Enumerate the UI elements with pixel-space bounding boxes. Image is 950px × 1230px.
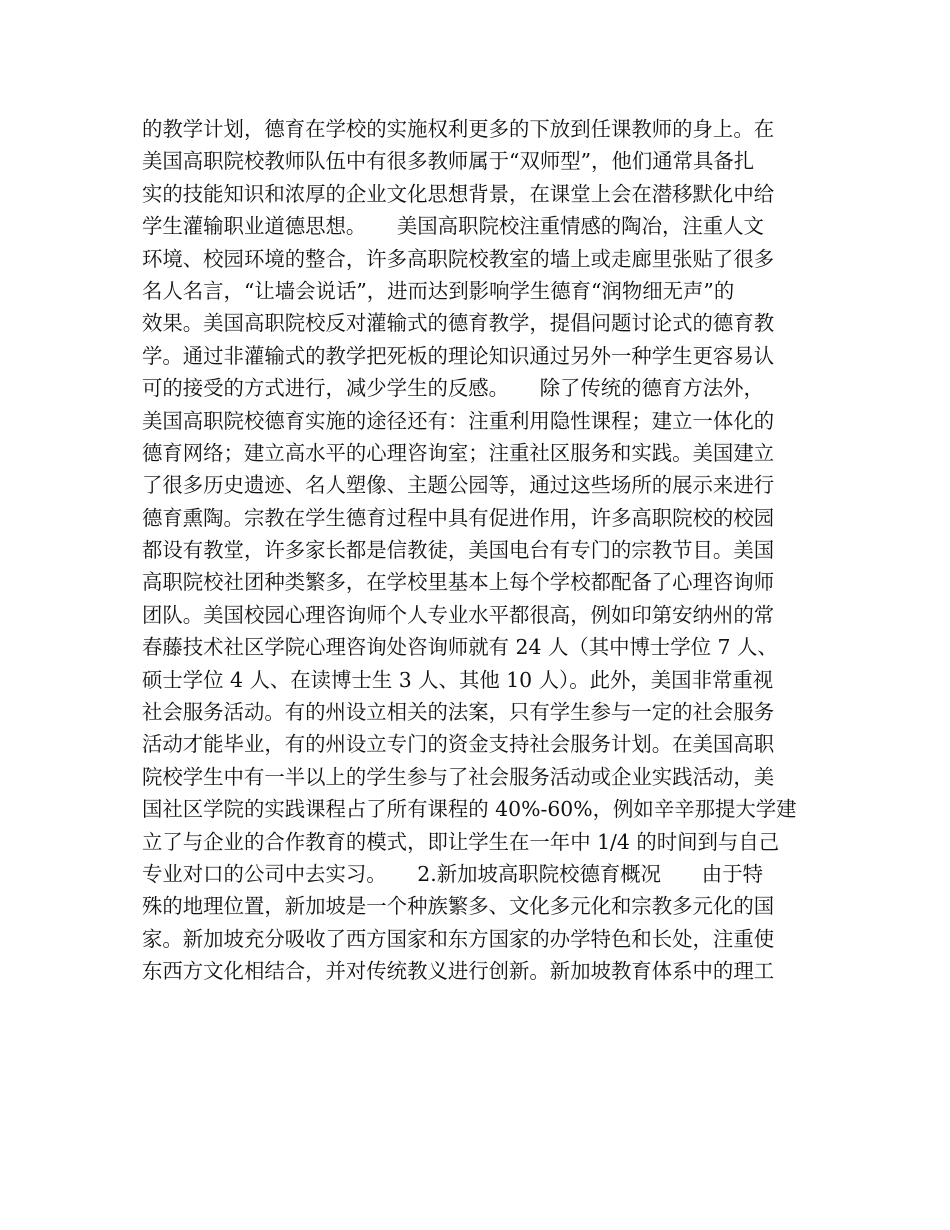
text-line: 春藤技术社区学院心理咨询处咨询师就有 24 人（其中博士学位 7 人、 (142, 635, 778, 660)
text-line: 活动才能毕业，有的州设立专门的资金支持社会服务计划。在美国高职 (142, 732, 775, 757)
text-line: 环境、校园环境的整合，许多高职院校教室的墙上或走廊里张贴了很多 (142, 246, 775, 271)
text-line: 专业对口的公司中去实习。 2.新加坡高职院校德育概况 由于特 (142, 861, 763, 886)
text-line: 硕士学位 4 人、在读博士生 3 人、其他 10 人）。此外，美国非常重视 (142, 667, 774, 692)
text-line: 高职院校社团种类繁多，在学校里基本上每个学校都配备了心理咨询师 (142, 570, 775, 595)
text-line: 东西方文化相结合，并对传统教义进行创新。新加坡教育体系中的理工 (142, 959, 775, 984)
text-line: 都设有教堂，许多家长都是信教徒，美国电台有专门的宗教节目。美国 (142, 538, 775, 563)
text-line: 的教学计划，德育在学校的实施权利更多的下放到任课教师的身上。在 (142, 117, 775, 141)
text-line: 学生灌输职业道德思想。 美国高职院校注重情感的陶冶，注重人文 (142, 214, 764, 239)
text-line: 学。通过非灌输式的教学把死板的理论知识通过另外一种学生更容易认 (142, 343, 775, 368)
text-line: 院校学生中有一半以上的学生参与了社会服务活动或企业实践活动，美 (142, 764, 775, 789)
text-line: 社会服务活动。有的州设立相关的法案，只有学生参与一定的社会服务 (142, 700, 775, 725)
text-line: 名人名言，“让墙会说话”，进而达到影响学生德育“润物细无声”的 (142, 278, 735, 303)
text-line: 效果。美国高职院校反对灌输式的德育教学，提倡问题讨论式的德育教 (142, 311, 775, 336)
text-line: 德育熏陶。宗教在学生德育过程中具有促进作用，许多高职院校的校园 (142, 505, 775, 530)
text-line: 可的接受的方式进行，减少学生的反感。 除了传统的德育方法外， (142, 376, 764, 401)
body-text (142, 113, 812, 988)
text-line: 家。新加坡充分吸收了西方国家和东方国家的办学特色和长处，注重使 (142, 926, 775, 951)
text-line: 团队。美国校园心理咨询师个人专业水平都很高，例如印第安纳州的常 (142, 602, 775, 627)
text-line: 美国高职院校德育实施的途径还有：注重利用隐性课程；建立一体化的 (142, 408, 775, 433)
text-line: 德育网络；建立高水平的心理咨询室；注重社区服务和实践。美国建立 (142, 440, 775, 465)
text-line: 国社区学院的实践课程占了所有课程的 40%-60%，例如辛辛那提大学建 (142, 797, 797, 822)
text-line: 美国高职院校教师队伍中有很多教师属于“双师型”，他们通常具备扎 (142, 149, 755, 174)
text-line: 了很多历史遗迹、名人塑像、主题公园等，通过这些场所的展示来进行 (142, 473, 775, 498)
text-line: 立了与企业的合作教育的模式，即让学生在一年中 1/4 的时间到与自己 (142, 829, 780, 854)
text-line: 殊的地理位置，新加坡是一个种族繁多、文化多元化和宗教多元化的国 (142, 894, 775, 919)
text-line: 实的技能知识和浓厚的企业文化思想背景，在课堂上会在潜移默化中给 (142, 181, 775, 206)
